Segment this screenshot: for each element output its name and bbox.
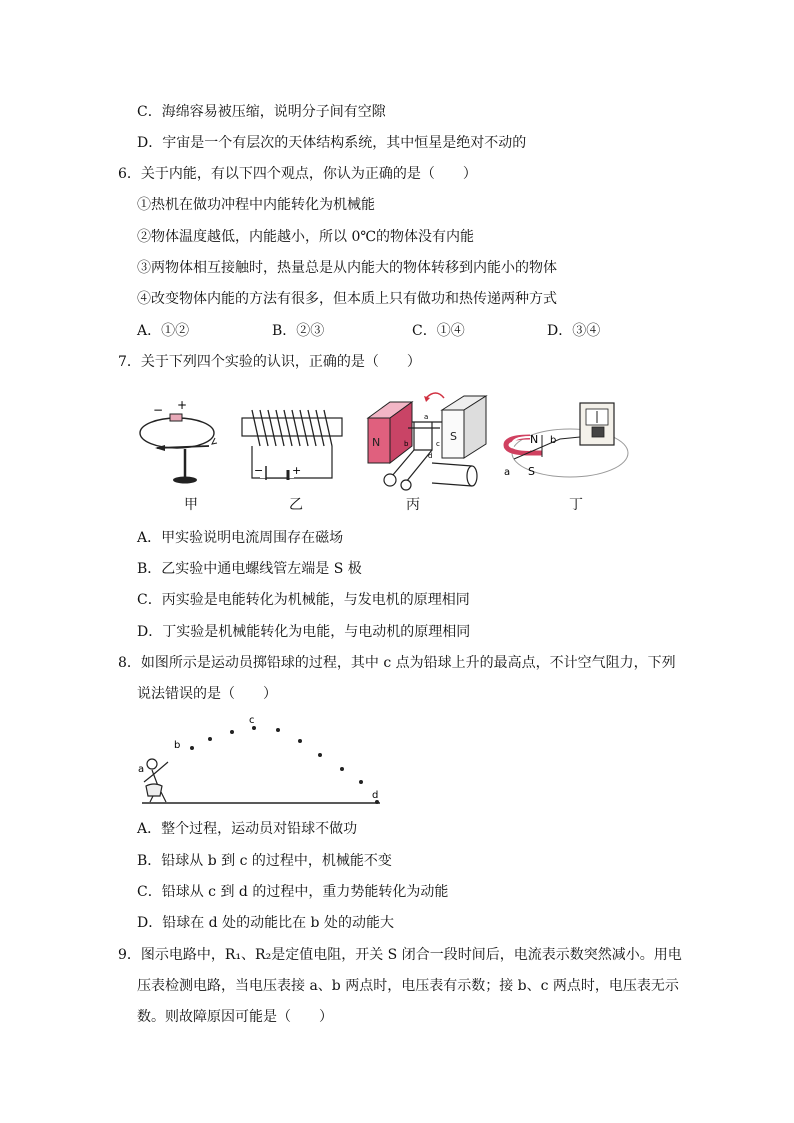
q7-stem: 7．关于下列四个实验的认识，正确的是（ ） xyxy=(118,354,421,370)
q8-shot-put-figure xyxy=(136,714,386,806)
yi-minus-sign: − xyxy=(254,464,264,477)
q6-option-c: C．①④ xyxy=(412,323,465,339)
q7-label-ding: 丁 xyxy=(569,497,583,513)
q5-option-d: D．宇宙是一个有层次的天体结构系统，其中恒星是绝对不动的 xyxy=(137,135,527,151)
q7-figure-yi xyxy=(240,400,350,485)
q8-point-b: b xyxy=(174,740,181,751)
yi-plus-sign: + xyxy=(292,464,302,477)
q7-figure-ding xyxy=(500,395,630,485)
q8-point-a: a xyxy=(138,764,145,775)
q7-option-d: D．丁实验是机械能转化为电能，与电动机的原理相同 xyxy=(137,624,471,640)
q8-option-a: A．整个过程，运动员对铅球不做功 xyxy=(137,821,358,837)
jia-minus-sign: − xyxy=(153,403,164,417)
bing-label-c: c xyxy=(436,440,440,448)
bing-label-b: b xyxy=(404,440,409,448)
q8-stem-line1: 8．如图所示是运动员掷铅球的过程，其中 c 点为铅球上升的最高点，不计空气阻力，下列 xyxy=(118,655,676,671)
q7-label-bing: 丙 xyxy=(406,497,420,513)
q8-point-d: d xyxy=(372,790,379,801)
q6-option-d: D．③④ xyxy=(547,323,601,339)
q7-label-yi: 乙 xyxy=(289,497,303,513)
q7-figure-bing xyxy=(362,388,487,493)
q6-statement-2: ②物体温度越低，内能越小，所以 0℃的物体没有内能 xyxy=(137,229,475,245)
q7-option-c: C．丙实验是电能转化为机械能，与发电机的原理相同 xyxy=(137,592,470,608)
q8-option-c: C．铅球从 c 到 d 的过程中，重力势能转化为动能 xyxy=(137,884,449,900)
q6-statement-4: ④改变物体内能的方法有很多，但本质上只有做功和热传递两种方式 xyxy=(137,291,557,307)
q9-stem-line1: 9．图示电路中，R₁、R₂是定值电阻，开关 S 闭合一段时间后，电流表示数突然减小。用电 xyxy=(118,947,682,963)
q6-option-b: B．②③ xyxy=(272,323,325,339)
jia-plus-sign: + xyxy=(177,398,188,412)
q8-point-c: c xyxy=(249,715,255,726)
q7-option-a: A．甲实验说明电流周围存在磁场 xyxy=(137,530,344,546)
q6-option-a: A．①② xyxy=(137,323,190,339)
ding-s-pole: S xyxy=(528,465,535,478)
q6-stem: 6．关于内能，有以下四个观点，你认为正确的是（ ） xyxy=(118,166,477,182)
bing-label-d: d xyxy=(428,452,433,460)
q8-stem-line2: 说法错误的是（ ） xyxy=(137,686,277,702)
ding-label-b: b xyxy=(550,435,557,446)
bing-s-pole: S xyxy=(450,430,457,443)
q9-stem-line2: 压表检测电路，当电压表接 a、b 两点时，电压表有示数；接 b、c 两点时，电压表无示 xyxy=(137,978,679,994)
ding-label-a: a xyxy=(504,467,511,478)
ding-n-pole: N xyxy=(530,433,539,446)
bing-n-pole: N xyxy=(372,436,381,449)
q6-statement-1: ①热机在做功冲程中内能转化为机械能 xyxy=(137,197,375,213)
q8-option-d: D．铅球在 d 处的动能比在 b 处的动能大 xyxy=(137,915,394,931)
q5-option-c: C．海绵容易被压缩，说明分子间有空隙 xyxy=(137,104,386,120)
bing-label-a: a xyxy=(424,413,429,421)
q9-stem-line3: 数。则故障原因可能是（ ） xyxy=(137,1009,333,1025)
q7-label-jia: 甲 xyxy=(184,497,198,513)
q6-statement-3: ③两物体相互接触时，热量总是从内能大的物体转移到内能小的物体 xyxy=(137,260,557,276)
q7-option-b: B．乙实验中通电螺线管左端是 S 极 xyxy=(137,561,362,577)
q8-option-b: B．铅球从 b 到 c 的过程中，机械能不变 xyxy=(137,853,392,869)
q7-figure-jia xyxy=(135,393,225,488)
